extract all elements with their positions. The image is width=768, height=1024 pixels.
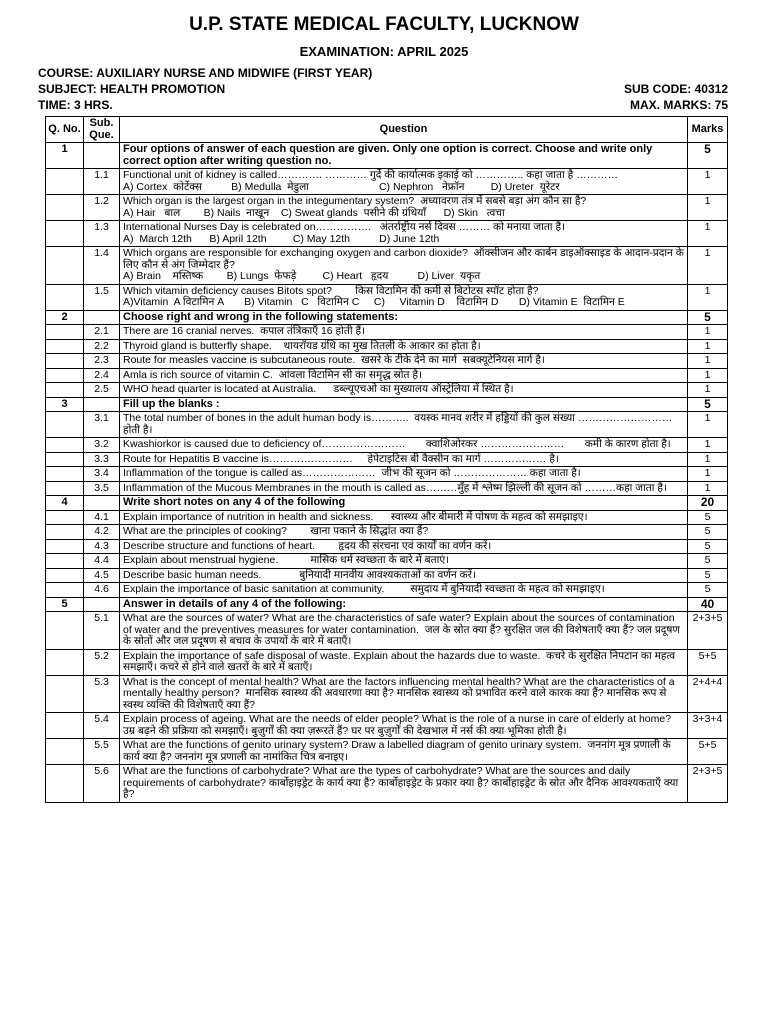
question-row [46, 368, 728, 383]
question-number-empty [46, 467, 84, 482]
sub-question-number: 1.1 [84, 169, 120, 195]
section-sub-empty [84, 496, 120, 511]
question-number-empty [46, 438, 84, 453]
section-row [46, 310, 728, 325]
section-number: 5 [46, 597, 84, 612]
section-row [46, 143, 728, 169]
question-row [46, 675, 728, 713]
question-text: What are the functions of genito urinary system? Draw a labelled diagram of genito urinary system. जननांग मूत्र प्रणाली के कार्य क्या है? जननांग मूत्र प्रणाली का नामांकित चित्र बनाइए। [120, 739, 688, 765]
question-row [46, 339, 728, 354]
question-text: Functional unit of kidney is called…………. ………… गुर्दे की कार्यात्मक इकाई को ………….. कहा जाता है ………… A) Cortex कोर्टेक्स B) Medulla मेडुला C) Nephron नेफ्रॉन D) Ureter यूरेटर [120, 169, 688, 195]
institution-title: U.P. STATE MEDICAL FACULTY, LUCKNOW [189, 14, 579, 35]
question-number-empty [46, 284, 84, 310]
sub-question-number: 5.2 [84, 649, 120, 675]
sub-question-number: 4.1 [84, 510, 120, 525]
question-number-empty [46, 169, 84, 195]
table-header-row [46, 117, 728, 143]
sub-question-number: 2.4 [84, 368, 120, 383]
question-number-empty [46, 675, 84, 713]
sub-question-number: 2.1 [84, 325, 120, 340]
question-number-empty [46, 713, 84, 739]
sub-question-number: 5.1 [84, 612, 120, 650]
sub-question-number: 5.3 [84, 675, 120, 713]
question-marks: 1 [688, 354, 728, 369]
question-row [46, 284, 728, 310]
question-row [46, 713, 728, 739]
question-number-empty [46, 539, 84, 554]
section-instruction: Write short notes on any 4 of the following [120, 496, 688, 511]
section-marks: 20 [688, 496, 728, 511]
question-text: Inflammation of the Mucous Membranes in the mouth is called as………मुँह में श्लेष्म झिल्ली की सूजन को ………कहा जाता है। [120, 481, 688, 496]
question-number-empty [46, 510, 84, 525]
question-text: Which organ is the largest organ in the integumentary system? अध्यावरण तंत्र में सबसे बड़ा अंग कौन सा है? A) Hair बाल B) Nails नाखून C) Sweat glands पसीने की ग्रंथियाँ D) Skin त्वचा [120, 195, 688, 221]
header-marks: Marks [688, 117, 728, 143]
question-row [46, 649, 728, 675]
question-number-empty [46, 368, 84, 383]
question-number-empty [46, 612, 84, 650]
question-marks: 1 [688, 412, 728, 438]
question-marks: 5 [688, 568, 728, 583]
question-marks: 1 [688, 325, 728, 340]
sub-question-number: 5.4 [84, 713, 120, 739]
question-text: Route for Hepatitis B vaccine is…………………… हेपेटाइटिस बी वैक्सीन का मार्ग ……………… है। [120, 452, 688, 467]
question-text: Explain about menstrual hygiene. मासिक धर्म स्वच्छता के बारे में बताएं। [120, 554, 688, 569]
sub-question-number: 4.3 [84, 539, 120, 554]
question-row [46, 510, 728, 525]
sub-question-number: 2.2 [84, 339, 120, 354]
question-row [46, 583, 728, 598]
sub-question-number: 3.4 [84, 467, 120, 482]
sub-question-number: 2.3 [84, 354, 120, 369]
question-row [46, 467, 728, 482]
question-text: Amla is rich source of vitamin C. आंवला विटामिन सी का समृद्ध स्रोत है। [120, 368, 688, 383]
question-text: International Nurses Day is celebrated on……………. अंतर्राष्ट्रीय नर्स दिवस ……… को मनाया जाता है। A) March 12th B) April 12th C) May 12th D) June 12th [120, 221, 688, 247]
question-table-body [46, 143, 728, 803]
section-sub-empty [84, 310, 120, 325]
course-label: COURSE: AUXILIARY NURSE AND MIDWIFE (FIRST YEAR) [38, 66, 373, 80]
question-number-empty [46, 221, 84, 247]
section-marks: 5 [688, 397, 728, 412]
sub-question-number: 5.5 [84, 739, 120, 765]
question-number-empty [46, 765, 84, 803]
question-row [46, 554, 728, 569]
time-line [38, 98, 728, 112]
question-row [46, 739, 728, 765]
question-row [46, 169, 728, 195]
section-sub-empty [84, 597, 120, 612]
section-number: 2 [46, 310, 84, 325]
question-marks: 5 [688, 510, 728, 525]
question-row [46, 539, 728, 554]
section-sub-empty [84, 397, 120, 412]
question-row [46, 412, 728, 438]
question-number-empty [46, 452, 84, 467]
question-row [46, 383, 728, 398]
question-marks: 1 [688, 221, 728, 247]
sub-code-label: SUB CODE: 40312 [623, 82, 728, 96]
sub-question-number: 1.2 [84, 195, 120, 221]
section-instruction: Choose right and wrong in the following statements: [120, 310, 688, 325]
question-text: Describe structure and functions of heart. हृदय की संरचना एवं कार्यों का वर्णन करें। [120, 539, 688, 554]
question-text: What are the functions of carbohydrate? What are the types of carbohydrate? What are the sources and daily requirements of carbohydrate? कार्बोहाइड्रेट के कार्य क्या है? कार्बोहाइड्रेट के प्रकार क्या है? कार्बोहाइड्रेट के स्रोत और दैनिक आवश्यकताएँ क्या है? [120, 765, 688, 803]
question-text: Which organs are responsible for exchanging oxygen and carbon dioxide? ऑक्सीजन और कार्बन डाइऑक्साइड के आदान-प्रदान के लिए कौन से अंग जिम्मेदार हैं? A) Brain मस्तिष्क B) Lungs फेफड़े C) Heart हृदय D) Liver यकृत [120, 247, 688, 285]
question-marks: 1 [688, 247, 728, 285]
time-label: TIME: 3 HRS. [38, 98, 113, 112]
section-marks: 5 [688, 310, 728, 325]
question-marks: 5+5 [688, 739, 728, 765]
question-marks: 5 [688, 525, 728, 540]
question-text: Explain importance of nutrition in health and sickness. स्वास्थ्य और बीमारी में पोषण के महत्व को समझाइए। [120, 510, 688, 525]
question-marks: 1 [688, 438, 728, 453]
section-instruction: Four options of answer of each question are given. Only one option is correct. Choose and write only correct option after writing question no. [120, 143, 688, 169]
question-number-empty [46, 325, 84, 340]
section-instruction: Answer in details of any 4 of the following: [120, 597, 688, 612]
question-number-empty [46, 554, 84, 569]
question-marks: 1 [688, 339, 728, 354]
question-text: Route for measles vaccine is subcutaneous route. खसरे के टीके देने का मार्ग सबक्यूटेनियस मार्ग है। [120, 354, 688, 369]
section-instruction: Fill up the blanks : [120, 397, 688, 412]
question-row [46, 525, 728, 540]
question-text: Explain process of ageing. What are the needs of elder people? What is the role of a nurse in care of elderly at home? उम्र बढ़ने की प्रक्रिया को समझाएँ। बुज़ुर्गों की क्या ज़रूरतें हैं? घर पर बुज़ुर्गों की देखभाल में नर्स की क्या भूमिका होती है। [120, 713, 688, 739]
question-row [46, 221, 728, 247]
question-number-empty [46, 583, 84, 598]
question-text: The total number of bones in the adult human body is……….. वयस्क मानव शरीर में हड्डियों की कुल संख्या ……………………… होती है। [120, 412, 688, 438]
sub-question-number: 4.4 [84, 554, 120, 569]
course-line [38, 66, 728, 80]
header-q-no: Q. No. [46, 117, 84, 143]
question-number-empty [46, 339, 84, 354]
question-marks: 5+5 [688, 649, 728, 675]
question-marks: 1 [688, 452, 728, 467]
question-marks: 1 [688, 467, 728, 482]
section-number: 1 [46, 143, 84, 169]
question-number-empty [46, 383, 84, 398]
sub-question-number: 3.3 [84, 452, 120, 467]
question-row [46, 452, 728, 467]
question-marks: 1 [688, 195, 728, 221]
question-number-empty [46, 525, 84, 540]
subject-label: SUBJECT: HEALTH PROMOTION [38, 82, 226, 96]
section-row [46, 397, 728, 412]
question-text: Describe basic human needs. बुनियादी मानवीय आवश्यकताओं का वर्णन करें। [120, 568, 688, 583]
section-marks: 5 [688, 143, 728, 169]
section-marks: 40 [688, 597, 728, 612]
question-text: Inflammation of the tongue is called as………………… जीभ की सूजन को ………………… कहा जाता है। [120, 467, 688, 482]
sub-question-number: 3.5 [84, 481, 120, 496]
question-row [46, 765, 728, 803]
question-table [45, 116, 728, 803]
question-number-empty [46, 649, 84, 675]
question-marks: 2+4+4 [688, 675, 728, 713]
question-marks: 2+3+5 [688, 612, 728, 650]
header-sub-que: Sub. Que. [84, 117, 120, 143]
question-marks: 1 [688, 169, 728, 195]
sub-question-number: 3.1 [84, 412, 120, 438]
question-text: What are the principles of cooking? खाना पकाने के सिद्धांत क्या हैं? [120, 525, 688, 540]
sub-question-number: 4.2 [84, 525, 120, 540]
question-number-empty [46, 247, 84, 285]
sub-question-number: 3.2 [84, 438, 120, 453]
sub-question-number: 5.6 [84, 765, 120, 803]
header-question: Question [120, 117, 688, 143]
question-row [46, 195, 728, 221]
section-number: 3 [46, 397, 84, 412]
section-row [46, 496, 728, 511]
section-sub-empty [84, 143, 120, 169]
question-text: Explain the importance of safe disposal of waste. Explain about the hazards due to waste. कचरे के सुरक्षित निपटान का महत्व समझाएँ। कचरे से होने वाले खतरों के बारे में बताएँ। [120, 649, 688, 675]
question-text: Which vitamin deficiency causes Bitots spot? किस विटामिन की कमी से बिटोटस स्पॉट होता है? A)Vitamin A विटामिन A B) Vitamin C विटामिन C C) Vitamin D विटामिन D D) Vitamin E विटामिन E [120, 284, 688, 310]
question-row [46, 481, 728, 496]
question-text: What is the concept of mental health? What are the factors influencing mental health? What are the characteristics of a mentally healthy person? मानसिक स्वास्थ्य की अवधारणा क्या है? मानसिक स्वास्थ्य को प्रभावित करने वाले कारक क्या हैं? मानसिक रूप से स्वस्थ व्यक्ति की विशेषताएँ क्या हैं? [120, 675, 688, 713]
question-marks: 5 [688, 539, 728, 554]
sub-question-number: 4.6 [84, 583, 120, 598]
sub-question-number: 4.5 [84, 568, 120, 583]
question-text: There are 16 cranial nerves. कपाल तंत्रिकाएँ 16 होती हैं। [120, 325, 688, 340]
section-number: 4 [46, 496, 84, 511]
question-marks: 5 [688, 554, 728, 569]
question-text: WHO head quarter is located at Australia. डब्ल्यूएचओ का मुख्यालय ऑस्ट्रेलिया में स्थित है। [120, 383, 688, 398]
question-marks: 3+3+4 [688, 713, 728, 739]
question-row [46, 612, 728, 650]
sub-question-number: 1.4 [84, 247, 120, 285]
question-text: Explain the importance of basic sanitation at community. समुदाय में बुनियादी स्वच्छता के महत्व को समझाइए। [120, 583, 688, 598]
sub-question-number: 2.5 [84, 383, 120, 398]
sub-question-number: 1.5 [84, 284, 120, 310]
question-row [46, 354, 728, 369]
question-number-empty [46, 412, 84, 438]
subject-line [38, 82, 728, 96]
question-text: What are the sources of water? What are the characteristics of safe water? Explain about the sources of contamination of water and the preventives measures for water contamination. जल के स्रोत क्या हैं? सुरक्षित जल की विशेषताएँ क्या हैं? जल प्रदूषण के स्रोतों और जल प्रदूषण से बचाव के उपायों के बारे में बताएँ। [120, 612, 688, 650]
question-row [46, 568, 728, 583]
question-marks: 1 [688, 284, 728, 310]
question-text: Kwashiorkor is caused due to deficiency of…………………… क्वाशिओरकर …………………… कमी के कारण होता है। [120, 438, 688, 453]
question-marks: 1 [688, 368, 728, 383]
question-row [46, 247, 728, 285]
question-row [46, 325, 728, 340]
question-marks: 2+3+5 [688, 765, 728, 803]
question-number-empty [46, 739, 84, 765]
sub-question-number: 1.3 [84, 221, 120, 247]
question-marks: 5 [688, 583, 728, 598]
section-row [46, 597, 728, 612]
question-number-empty [46, 481, 84, 496]
question-number-empty [46, 354, 84, 369]
examination-title: EXAMINATION: APRIL 2025 [299, 44, 469, 59]
question-text: Thyroid gland is butterfly shape. थायरॉयड ग्रंथि का मुख तितली के आकार का होता है। [120, 339, 688, 354]
question-number-empty [46, 568, 84, 583]
question-marks: 1 [688, 481, 728, 496]
question-number-empty [46, 195, 84, 221]
question-marks: 1 [688, 383, 728, 398]
max-marks-label: MAX. MARKS: 75 [629, 98, 728, 112]
question-row [46, 438, 728, 453]
